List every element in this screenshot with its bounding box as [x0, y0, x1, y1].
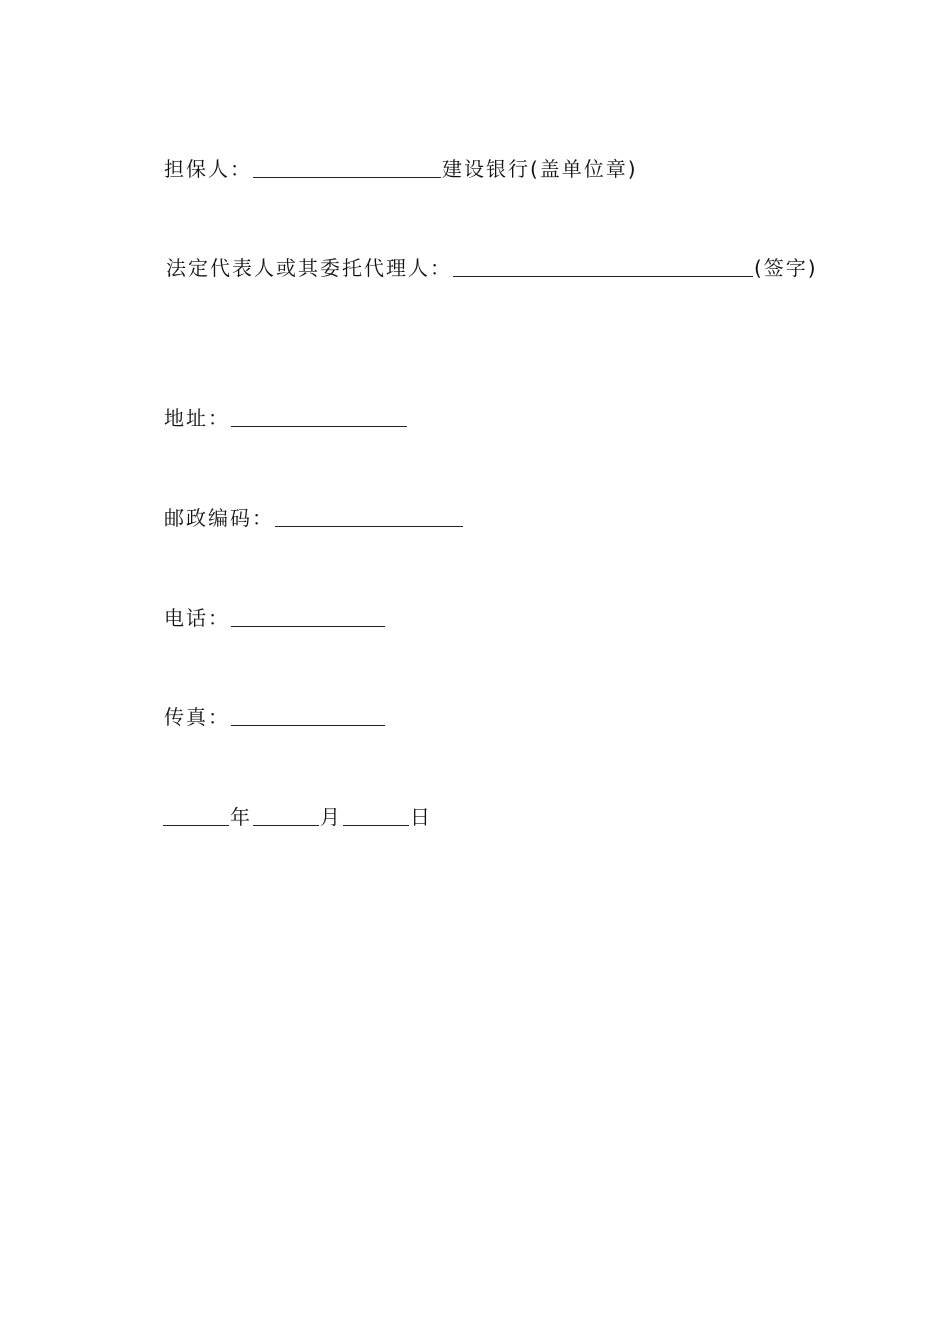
date-line — [162, 803, 432, 831]
representative-line — [166, 254, 818, 282]
postal-code-line — [164, 504, 464, 532]
guarantor-suffix: 建设银行(盖单位章) — [442, 157, 638, 181]
postal-code-label: 邮政编码： — [164, 506, 274, 530]
year-label: 年 — [230, 805, 252, 829]
phone-line — [164, 604, 386, 632]
address-label: 地址： — [164, 406, 230, 430]
year-blank[interactable] — [163, 805, 229, 826]
fax-label: 传真： — [164, 705, 230, 729]
guarantor-label: 担保人： — [164, 157, 252, 181]
address-line — [164, 404, 408, 432]
postal-code-blank[interactable] — [275, 506, 463, 527]
representative-label: 法定代表人或其委托代理人： — [166, 256, 452, 280]
month-label: 月 — [320, 805, 342, 829]
phone-blank[interactable] — [231, 606, 385, 627]
day-label: 日 — [410, 805, 432, 829]
month-blank[interactable] — [253, 805, 319, 826]
phone-label: 电话： — [164, 606, 230, 630]
address-blank[interactable] — [231, 406, 407, 427]
representative-suffix: (签字) — [754, 256, 818, 280]
day-blank[interactable] — [343, 805, 409, 826]
guarantor-blank[interactable] — [253, 157, 441, 178]
fax-blank[interactable] — [231, 705, 385, 726]
representative-blank[interactable] — [453, 256, 753, 277]
fax-line — [164, 703, 386, 731]
guarantor-line — [164, 155, 638, 183]
